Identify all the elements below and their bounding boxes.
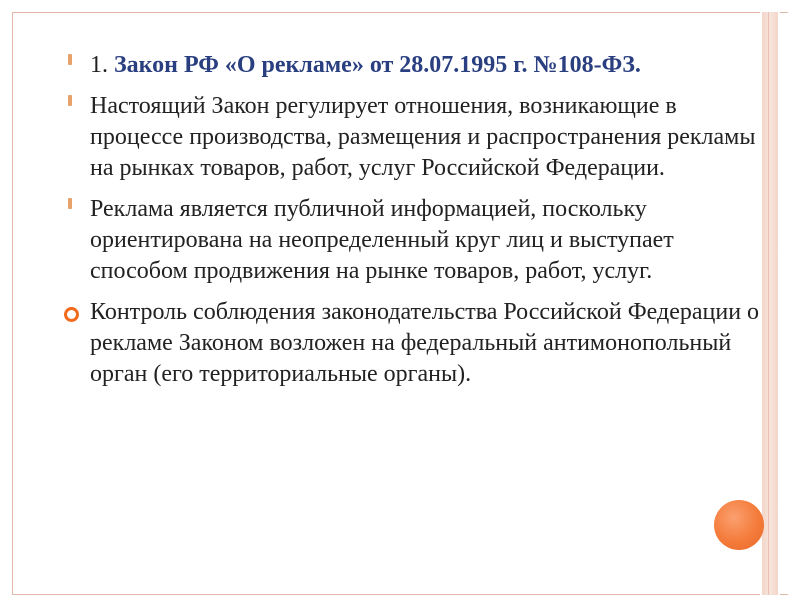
law-title: Закон РФ «О рекламе» от 28.07.1995 г. №108-ФЗ. [114, 52, 641, 78]
right-decorative-line [768, 12, 769, 595]
frame-top-line [12, 12, 788, 13]
bullet-marker-icon [68, 54, 72, 65]
list-item-law-title [62, 50, 762, 81]
item-text: Настоящий Закон регулирует отношения, возникающие в процессе производства, размещения и распространения рекламы на рынках товаров, работ, услуг Российской Федерации. [90, 93, 756, 181]
bullet-list [62, 50, 762, 400]
right-decorative-band [760, 12, 780, 595]
bullet-marker-icon [68, 198, 72, 209]
list-item-law-scope [62, 91, 762, 184]
list-item-control [62, 297, 762, 390]
frame-bottom-line [12, 594, 788, 595]
bullet-marker-icon [68, 95, 72, 106]
frame-left-line [12, 12, 13, 595]
ring-bullet-icon [64, 307, 79, 322]
list-item-advertising-definition [62, 194, 762, 287]
item-text: Реклама является публичной информацией, поскольку ориентирована на неопределенный круг лиц и выступает способом продвижения на рынке товаров, работ, услуг. [90, 196, 674, 284]
item-text: Контроль соблюдения законодательства Российской Федерации о рекламе Законом возложен на федеральный антимонопольный орган (его территориальные органы). [90, 299, 760, 387]
orange-circle-decoration [714, 500, 764, 550]
item-number: 1. [90, 52, 114, 78]
